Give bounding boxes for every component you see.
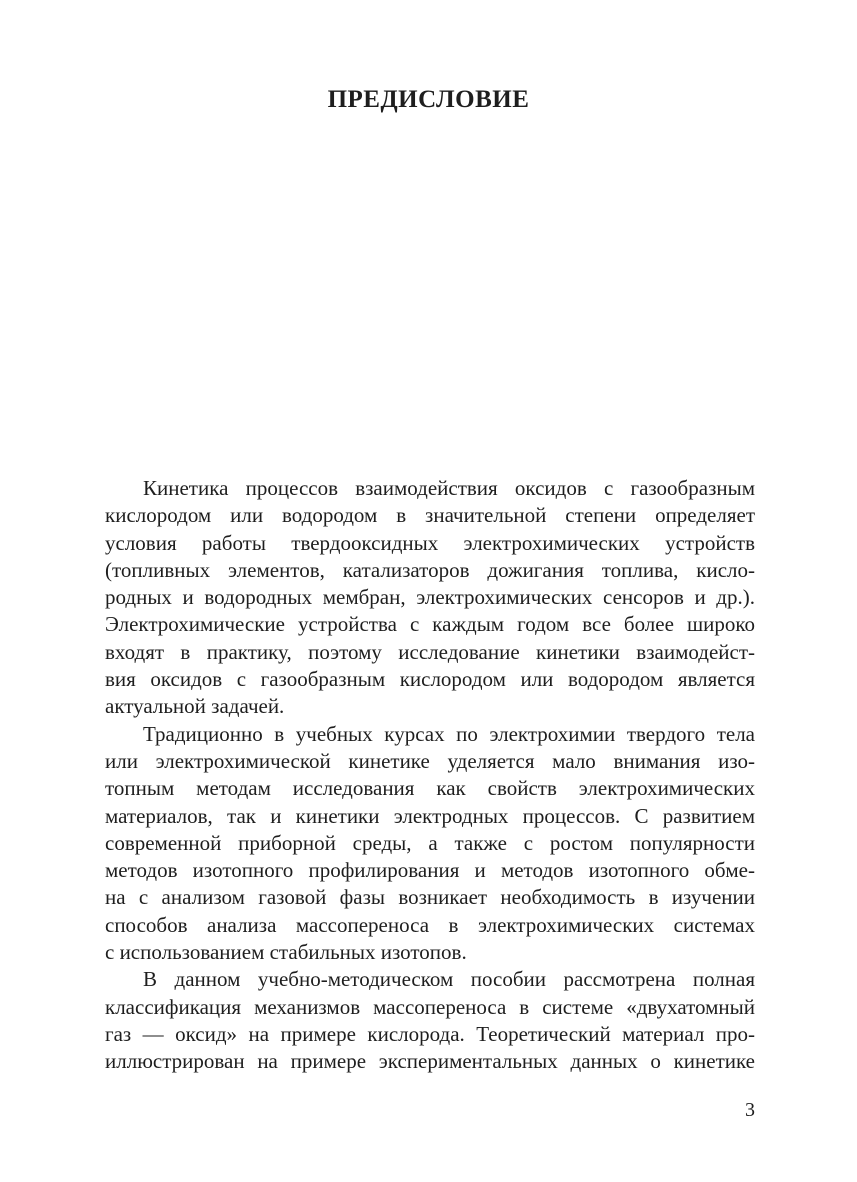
paragraph-1-line: кислородом или водородом в значительной степени определяет (105, 503, 755, 528)
paragraph-3-line: классификация механизмов массопереноса в системе «двухатомный (105, 994, 755, 1019)
paragraph-2-line: с использованием стабильных изотопов. (105, 940, 467, 965)
paragraph-1-line: (топливных элементов, катализаторов дожигания топлива, кисло- (105, 557, 755, 582)
paragraph-2-line: топным методам исследования как свойств электрохимических (105, 776, 755, 801)
paragraph-1-line: вия оксидов с газообразным кислородом или водородом является (105, 667, 755, 692)
paragraph-2-line: или электрохимической кинетике уделяется мало внимания изо- (105, 748, 755, 773)
paragraph-1-line: родных и водородных мембран, электрохимических сенсоров и др.). (105, 585, 755, 610)
paragraph-2-line: методов изотопного профилирования и методов изотопного обме- (105, 858, 755, 883)
page-title: ПРЕДИСЛОВИЕ (327, 86, 530, 113)
body-text (105, 475, 755, 1076)
paragraph-2-line: современной приборной среды, а также с ростом популярности (105, 830, 755, 855)
paragraph-1-line: условия работы твердооксидных электрохимических устройств (105, 530, 755, 555)
paragraph-3-line: В данном учебно-методическом пособии рассмотрена полная (143, 967, 755, 992)
paragraph-3-line: газ — оксид» на примере кислорода. Теоретический материал про- (105, 1021, 755, 1046)
paragraph-1-line: входят в практику, поэтому исследование кинетики взаимодейст- (105, 639, 755, 664)
paragraph-1-line: Кинетика процессов взаимодействия оксидов с газообразным (143, 476, 755, 500)
paragraph-2-line: способов анализа массопереноса в электрохимических системах (105, 912, 755, 937)
page-number: 3 (745, 1099, 755, 1121)
paragraph-1-line: Электрохимические устройства с каждым годом все более широко (105, 612, 755, 637)
paragraph-2-line: Традиционно в учебных курсах по электрохимии твердого тела (143, 721, 755, 746)
paragraph-2-line: на с анализом газовой фазы возникает необходимость в изучении (105, 885, 755, 910)
paragraph-2-line: материалов, так и кинетики электродных процессов. С развитием (105, 803, 755, 828)
paragraph-1-line: актуальной задачей. (105, 694, 285, 719)
paragraph-3-line: иллюстрирован на примере экспериментальных данных о кинетике (105, 1049, 755, 1074)
